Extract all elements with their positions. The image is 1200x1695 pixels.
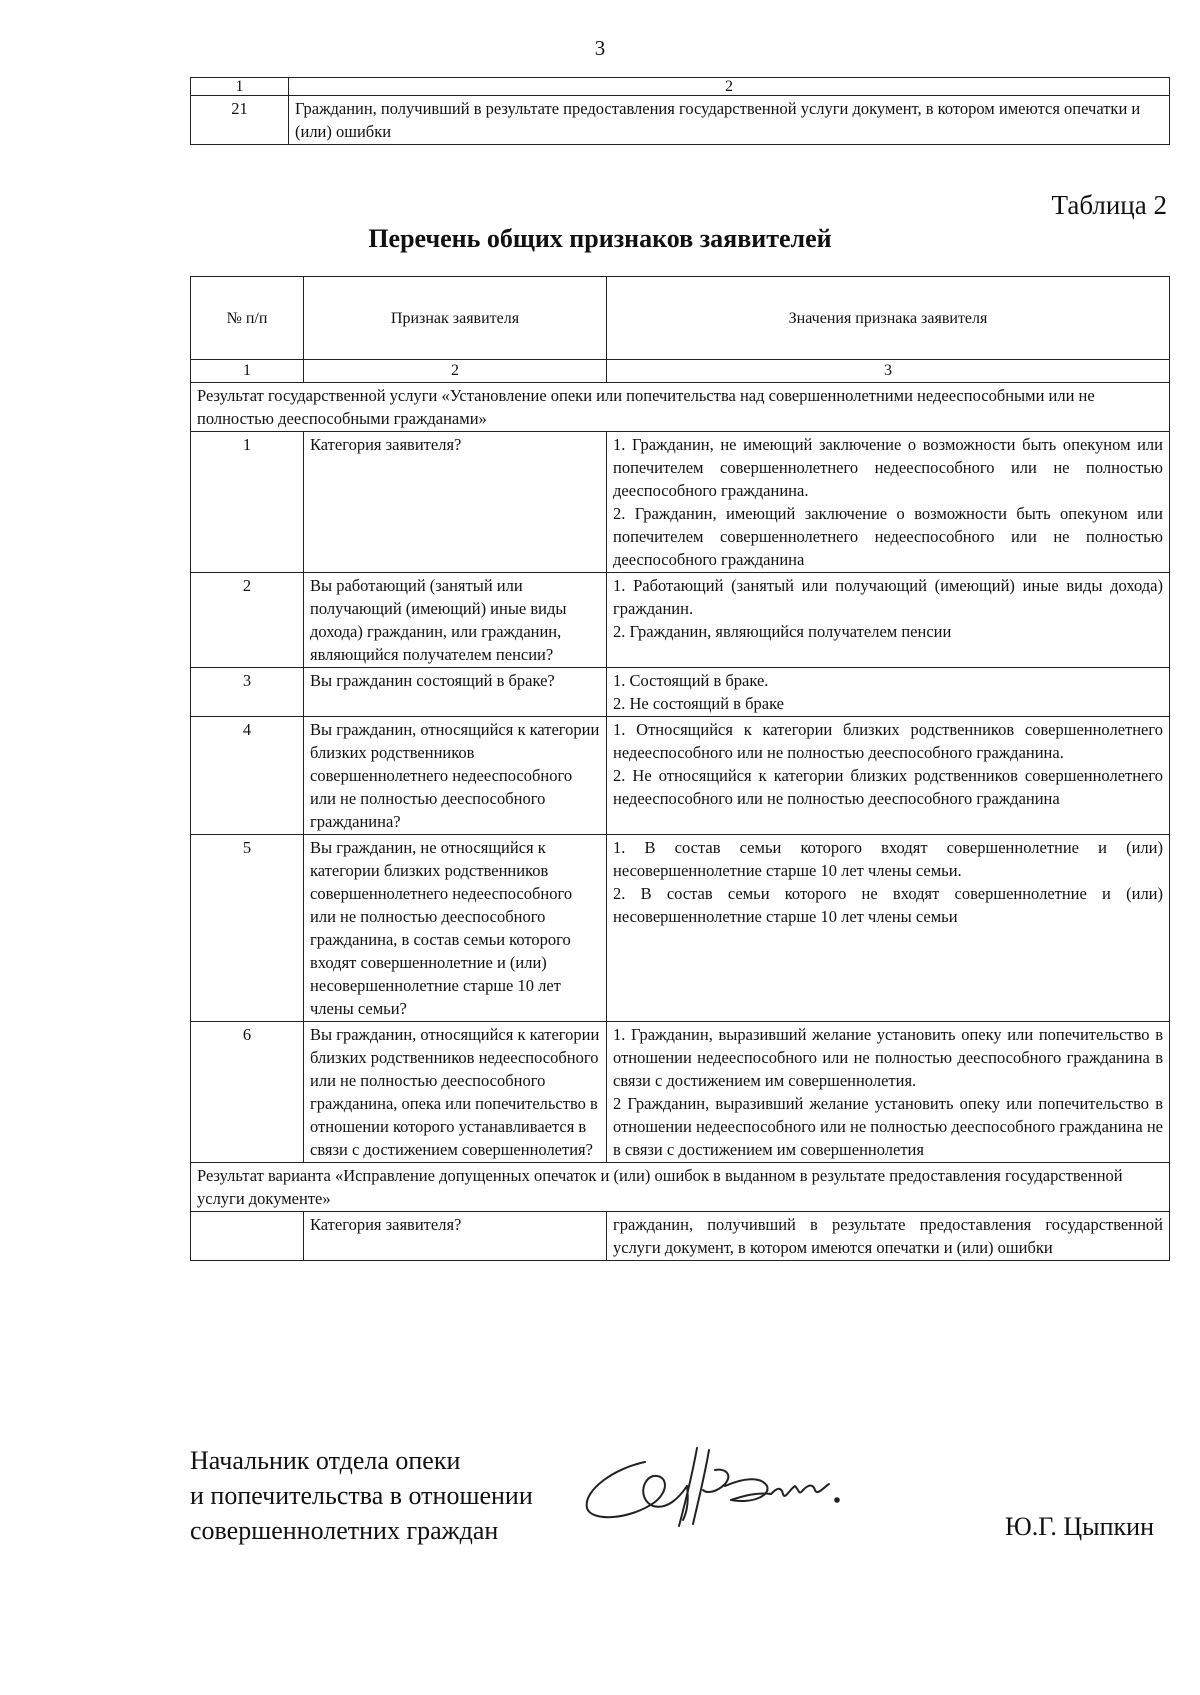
signatory-name: Ю.Г. Цыпкин xyxy=(1005,1512,1154,1541)
row-values: 1. Относящийся к категории близких родственников совершеннолетнего недееспособного или не полностью дееспособного гражданина. 2. Не относящийся к категории близких родственников совершеннолетнего недееспособного или не полностью дееспособного гражданина xyxy=(607,717,1170,835)
signatory-position xyxy=(190,1443,533,1548)
section-title: Результат государственной услуги «Установление опеки или попечительства над совершеннолетними недееспособными или не полностью дееспособными гражданами» xyxy=(191,383,1170,432)
table-row xyxy=(191,573,1170,668)
row-values: 1. В состав семьи которого входят совершеннолетние и (или) несовершеннолетние старше 10 лет члены семьи. 2. В состав семьи которого не входят совершеннолетние и (или) несовершеннолетние старше 10 лет члены семьи xyxy=(607,835,1170,1022)
signatory-line-1: Начальник отдела опеки xyxy=(190,1446,461,1475)
row-number: 21 xyxy=(191,96,289,145)
row-values: 1. Гражданин, не имеющий заключение о возможности быть опекуном или попечителем совершеннолетнего недееспособного или не полностью дееспособного гражданина. 2. Гражданин, имеющий заключение о возможности быть опекуном или попечителем совершеннолетнего недееспособного или не полностью дееспособного гражданина xyxy=(607,432,1170,573)
row-values: гражданин, получивший в результате предоставления государственной услуги документ, в котором имеются опечатки и (или) ошибки xyxy=(607,1212,1170,1261)
row-sign: Категория заявителя? xyxy=(304,432,607,573)
table-row xyxy=(191,668,1170,717)
row-sign: Вы гражданин, относящийся к категории близких родственников недееспособного или не полностью дееспособного гражданина, опека или попечительство в отношении которого устанавливается в связи с достижением совершеннолетия? xyxy=(304,1022,607,1163)
table-row xyxy=(191,432,1170,573)
row-number: 3 xyxy=(191,668,304,717)
table-label: Таблица 2 xyxy=(1051,190,1167,220)
table-header-row xyxy=(191,78,1170,96)
table-row xyxy=(191,96,1170,145)
header-values: Значения признака заявителя xyxy=(607,277,1170,360)
row-number: 4 xyxy=(191,717,304,835)
signatory-line-2: и попечительства в отношении xyxy=(190,1481,533,1510)
row-number: 5 xyxy=(191,835,304,1022)
section-row xyxy=(191,383,1170,432)
table-row xyxy=(191,717,1170,835)
section-title: Результат варианта «Исправление допущенных опечаток и (или) ошибок в выданном в результате предоставления государственной услуги документе» xyxy=(191,1163,1170,1212)
row-number: 2 xyxy=(191,573,304,668)
table-header-row xyxy=(191,277,1170,360)
row-number: 1 xyxy=(191,432,304,573)
table-row xyxy=(191,1022,1170,1163)
row-values: 1. Гражданин, выразивший желание установить опеку или попечительство в отношении недееспособного или не полностью дееспособного гражданина в связи с достижением им совершеннолетия. 2 Гражданин, выразивший желание установить опеку или попечительство в отношении недееспособного или не полностью дееспособного гражданина не в связи с достижением им совершеннолетия xyxy=(607,1022,1170,1163)
table-row xyxy=(191,835,1170,1022)
row-values: 1. Работающий (занятый или получающий (имеющий) иные виды дохода) гражданин. 2. Гражданин, являющийся получателем пенсии xyxy=(607,573,1170,668)
row-values: 1. Состоящий в браке. 2. Не состоящий в браке xyxy=(607,668,1170,717)
column-number-3: 3 xyxy=(607,360,1170,383)
continuation-table xyxy=(190,77,1170,145)
column-number-1: 1 xyxy=(191,78,289,96)
header-number: № п/п xyxy=(191,277,304,360)
applicant-signs-table xyxy=(190,276,1170,1261)
row-number xyxy=(191,1212,304,1261)
row-sign: Категория заявителя? xyxy=(304,1212,607,1261)
table-title: Перечень общих признаков заявителей xyxy=(368,224,832,253)
column-number-2: 2 xyxy=(289,78,1170,96)
column-numbers-row xyxy=(191,360,1170,383)
row-text: Гражданин, получивший в результате предоставления государственной услуги документ, в котором имеются опечатки и (или) ошибки xyxy=(289,96,1170,145)
page-number: 3 xyxy=(594,36,606,60)
row-sign: Вы гражданин, относящийся к категории близких родственников совершеннолетнего недееспособного или не полностью дееспособного гражданина? xyxy=(304,717,607,835)
row-sign: Вы работающий (занятый или получающий (имеющий) иные виды дохода) гражданин, или гражданин, являющийся получателем пенсии? xyxy=(304,573,607,668)
handwritten-signature xyxy=(575,1440,875,1535)
header-sign: Признак заявителя xyxy=(304,277,607,360)
row-sign: Вы гражданин, не относящийся к категории близких родственников совершеннолетнего недееспособного или не полностью дееспособного гражданина, в состав семьи которого входят совершеннолетние и (или) несовершеннолетние старше 10 лет члены семьи? xyxy=(304,835,607,1022)
table-row xyxy=(191,1212,1170,1261)
row-number: 6 xyxy=(191,1022,304,1163)
signatory-line-3: совершеннолетних граждан xyxy=(190,1516,499,1545)
column-number-2: 2 xyxy=(304,360,607,383)
section-row xyxy=(191,1163,1170,1212)
column-number-1: 1 xyxy=(191,360,304,383)
row-sign: Вы гражданин состоящий в браке? xyxy=(304,668,607,717)
